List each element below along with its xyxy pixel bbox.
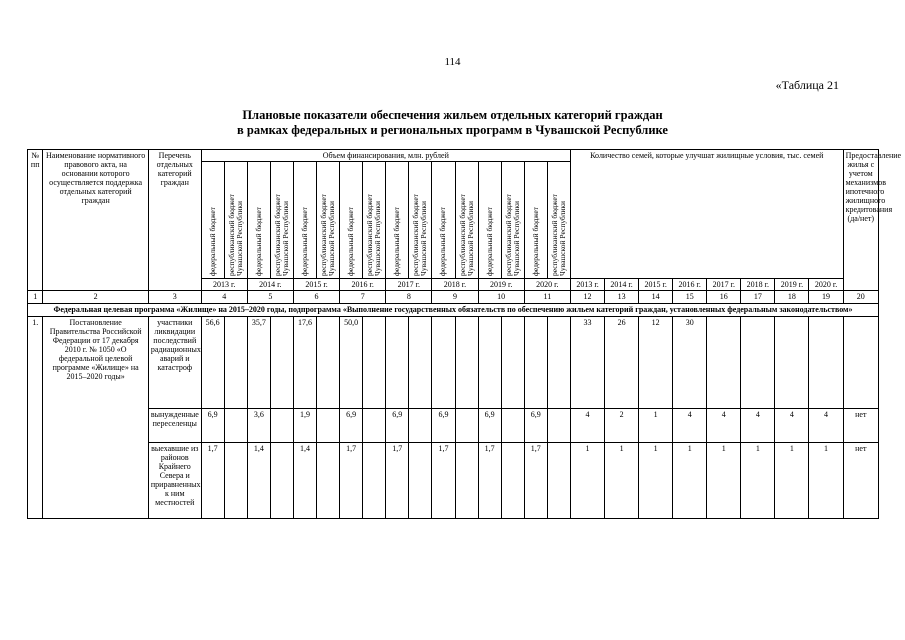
column-number: 5 (247, 291, 293, 304)
column-number: 16 (707, 291, 741, 304)
fin-cell (317, 317, 340, 409)
fin-cell: 1,4 (293, 443, 316, 519)
column-number: 20 (843, 291, 878, 304)
family-cell (809, 317, 843, 409)
family-cell: 12 (639, 317, 673, 409)
fin-cell (547, 409, 570, 443)
fin-cell: 50,0 (340, 317, 363, 409)
family-cell: 1 (741, 443, 775, 519)
header-fin-year: 2019 г. (478, 279, 524, 291)
fin-cell: 3,6 (247, 409, 270, 443)
budget-label: федеральный бюджет (207, 206, 217, 276)
family-cell: 4 (775, 409, 809, 443)
header-federal-budget (247, 162, 270, 279)
column-number: 11 (524, 291, 570, 304)
header-family-year: 2017 г. (707, 279, 741, 291)
column-number: 2 (43, 291, 149, 304)
row-category: участники ликвидации последствий радиационных аварий и катастроф (148, 317, 201, 409)
header-family-year: 2018 г. (741, 279, 775, 291)
fin-cell (270, 409, 293, 443)
fin-cell: 35,7 (247, 317, 270, 409)
family-cell: 33 (570, 317, 604, 409)
budget-label: республиканский бюджет Чувашской Республики (226, 194, 244, 276)
fin-cell: 1,4 (247, 443, 270, 519)
row-category: выехавшие из районов Крайнего Севера и приравненных к ним местностей (148, 443, 201, 519)
budget-label: федеральный бюджет (484, 206, 494, 276)
header-republic-budget (270, 162, 293, 279)
column-number: 6 (293, 291, 339, 304)
fin-cell: 1,7 (478, 443, 501, 519)
table-label: «Таблица 21 (775, 78, 839, 92)
header-row-1 (28, 150, 879, 162)
row-category: вынужденные переселенцы (148, 409, 201, 443)
header-republic-budget (363, 162, 386, 279)
budget-label: федеральный бюджет (392, 206, 402, 276)
column-number: 8 (386, 291, 432, 304)
fin-cell: 6,9 (201, 409, 224, 443)
table-row (28, 443, 879, 519)
fin-cell: 6,9 (386, 409, 409, 443)
header-federal-budget (386, 162, 409, 279)
fin-cell (270, 317, 293, 409)
column-number: 7 (340, 291, 386, 304)
mortgage-cell: нет (843, 409, 878, 443)
header-fin-year: 2020 г. (524, 279, 570, 291)
family-cell: 4 (570, 409, 604, 443)
budget-label: республиканский бюджет Чувашской Республики (411, 194, 429, 276)
header-family-year: 2014 г. (605, 279, 639, 291)
table-row (28, 317, 879, 409)
row-act: Постановление Правительства Российской Федерации от 17 декабря 2010 г. № 1050 «О федеральной целевой программе «Жилище» на 2015–2020 годы» (43, 317, 149, 519)
column-number: 15 (673, 291, 707, 304)
header-federal-budget (432, 162, 455, 279)
header-federal-budget (201, 162, 224, 279)
fin-cell (501, 409, 524, 443)
family-cell: 1 (707, 443, 741, 519)
header-federal-budget (478, 162, 501, 279)
fin-cell: 6,9 (340, 409, 363, 443)
fin-cell: 1,7 (432, 443, 455, 519)
budget-label: республиканский бюджет Чувашской Республики (365, 194, 383, 276)
fin-cell (501, 443, 524, 519)
section-title: Федеральная целевая программа «Жилище» на 2015–2020 годы, подпрограмма «Выполнение государственных обязательств по обеспечению жильем категорий граждан, установленных федеральным законодательством» (28, 304, 879, 317)
fin-cell (224, 317, 247, 409)
budget-label: федеральный бюджет (438, 206, 448, 276)
family-cell: 26 (605, 317, 639, 409)
fin-cell (409, 443, 432, 519)
fin-cell: 56,6 (201, 317, 224, 409)
fin-cell (501, 317, 524, 409)
header-family-year: 2013 г. (570, 279, 604, 291)
header-republic-budget (501, 162, 524, 279)
table-row (28, 409, 879, 443)
budget-label: федеральный бюджет (299, 206, 309, 276)
family-cell (741, 317, 775, 409)
budget-label: федеральный бюджет (253, 206, 263, 276)
budget-label: федеральный бюджет (346, 206, 356, 276)
header-family-year: 2016 г. (673, 279, 707, 291)
family-cell: 4 (707, 409, 741, 443)
header-republic-budget (409, 162, 432, 279)
fin-cell: 1,7 (386, 443, 409, 519)
header-fin-year: 2014 г. (247, 279, 293, 291)
header-fin-year: 2017 г. (386, 279, 432, 291)
title-line-2: в рамках федеральных и региональных программ в Чувашской Республике (237, 123, 668, 137)
header-republic-budget (317, 162, 340, 279)
header-families: Количество семей, которые улучшат жилищные условия, тыс. семей (570, 150, 843, 279)
header-family-year: 2015 г. (639, 279, 673, 291)
fin-cell (317, 409, 340, 443)
header-federal-budget (524, 162, 547, 279)
row-number: 1. (28, 317, 43, 519)
fin-cell (478, 317, 501, 409)
fin-cell (432, 317, 455, 409)
family-cell: 1 (809, 443, 843, 519)
family-cell: 30 (673, 317, 707, 409)
family-cell: 1 (570, 443, 604, 519)
fin-cell: 6,9 (432, 409, 455, 443)
fin-cell (524, 317, 547, 409)
budget-label: федеральный бюджет (530, 206, 540, 276)
column-number: 18 (775, 291, 809, 304)
fin-cell (270, 443, 293, 519)
header-federal-budget (340, 162, 363, 279)
fin-cell: 1,7 (201, 443, 224, 519)
fin-cell (363, 409, 386, 443)
family-cell: 4 (809, 409, 843, 443)
header-fin-year: 2015 г. (293, 279, 339, 291)
header-mortgage: Предоставление жилья с учетом механизмов ипотечного жилищного кредитования (да/нет) (843, 150, 878, 291)
fin-cell: 1,7 (524, 443, 547, 519)
column-number: 17 (741, 291, 775, 304)
header-republic-budget (224, 162, 247, 279)
family-cell: 1 (639, 443, 673, 519)
header-column-numbers (28, 291, 879, 304)
header-fin-year: 2016 г. (340, 279, 386, 291)
targets-table (27, 149, 902, 519)
fin-cell (363, 443, 386, 519)
family-cell (707, 317, 741, 409)
column-number: 19 (809, 291, 843, 304)
column-number: 1 (28, 291, 43, 304)
fin-cell (455, 317, 478, 409)
family-cell: 1 (639, 409, 673, 443)
column-number: 10 (478, 291, 524, 304)
mortgage-cell: нет (843, 443, 878, 519)
column-number: 3 (148, 291, 201, 304)
budget-label: республиканский бюджет Чувашской Республики (272, 194, 290, 276)
document-title (0, 108, 905, 138)
fin-cell: 6,9 (478, 409, 501, 443)
budget-label: республиканский бюджет Чувашской Республики (549, 194, 567, 276)
header-family-year: 2019 г. (775, 279, 809, 291)
family-cell: 2 (605, 409, 639, 443)
header-categories: Перечень отдельных категорий граждан (148, 150, 201, 291)
column-number: 14 (639, 291, 673, 304)
header-fin-year: 2018 г. (432, 279, 478, 291)
page-number: 114 (444, 56, 461, 68)
fin-cell (317, 443, 340, 519)
budget-label: республиканский бюджет Чувашской Республики (457, 194, 475, 276)
title-line-1: Плановые показатели обеспечения жильем отдельных категорий граждан (242, 108, 663, 122)
fin-cell (224, 409, 247, 443)
budget-label: республиканский бюджет Чувашской Республики (319, 194, 337, 276)
fin-cell (386, 317, 409, 409)
header-family-year: 2020 г. (809, 279, 843, 291)
fin-cell: 1,9 (293, 409, 316, 443)
column-number: 4 (201, 291, 247, 304)
fin-cell (224, 443, 247, 519)
family-cell (775, 317, 809, 409)
header-fin-year: 2013 г. (201, 279, 247, 291)
column-number: 9 (432, 291, 478, 304)
header-republic-budget (455, 162, 478, 279)
header-act: Наименование нормативного правового акта, на основании которого осуществляется поддержка отдельных категорий граждан (43, 150, 149, 291)
header-num: № пп (28, 150, 43, 291)
header-federal-budget (293, 162, 316, 279)
family-cell: 1 (605, 443, 639, 519)
header-republic-budget (547, 162, 570, 279)
family-cell: 4 (673, 409, 707, 443)
fin-cell (409, 317, 432, 409)
fin-cell (363, 317, 386, 409)
fin-cell (409, 409, 432, 443)
fin-cell: 1,7 (340, 443, 363, 519)
fin-cell: 6,9 (524, 409, 547, 443)
family-cell: 4 (741, 409, 775, 443)
fin-cell (547, 443, 570, 519)
family-cell: 1 (673, 443, 707, 519)
column-number: 13 (605, 291, 639, 304)
mortgage-cell (843, 317, 878, 409)
fin-cell (547, 317, 570, 409)
family-cell: 1 (775, 443, 809, 519)
column-number: 12 (570, 291, 604, 304)
fin-cell (455, 443, 478, 519)
fin-cell: 17,6 (293, 317, 316, 409)
section-row (28, 304, 879, 317)
budget-label: республиканский бюджет Чувашской Республики (503, 194, 521, 276)
header-financing: Объем финансирования, млн. рублей (201, 150, 570, 162)
fin-cell (455, 409, 478, 443)
